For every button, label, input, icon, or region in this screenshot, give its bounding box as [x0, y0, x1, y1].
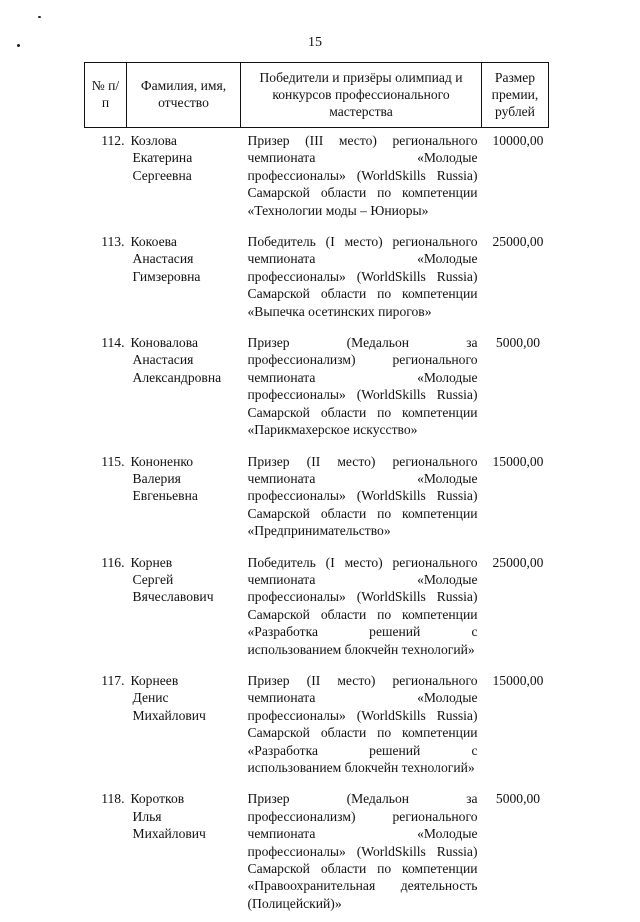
award-description: Призер (Медальон за профессионализм) регионального чемпионата «Молодые профессионалы» (WorldSkills Russia) Самарской области по компетенции «Парикмахерское искусство» — [247, 335, 478, 438]
first-name: Денис — [132, 690, 169, 706]
first-name: Анастасия — [132, 251, 194, 267]
header-prize: Размер премии, рублей — [482, 63, 549, 128]
patronymic: Сергеевна — [132, 167, 192, 183]
prize-amount: 5000,00 — [495, 335, 541, 351]
prize-amount: 10000,00 — [492, 133, 544, 148]
person-name — [127, 330, 241, 448]
person-name — [127, 668, 241, 786]
first-name: Сергей — [132, 571, 174, 587]
award-description: Призер (III место) регионального чемпионата «Молодые профессионалы» (WorldSkills Russia) Самарской области по компетенции «Технологии моды – Юниоры» — [247, 133, 478, 218]
first-name: Екатерина — [132, 150, 193, 166]
first-name: Анастасия — [132, 352, 194, 368]
surname: Кононенко — [130, 453, 194, 469]
row-number: 113. — [101, 234, 125, 250]
header-name: Фамилия, имя, отчество — [127, 63, 241, 128]
person-name — [127, 786, 241, 922]
surname: Козлова — [130, 133, 177, 148]
row-number: 112. — [101, 133, 125, 148]
row-number: 118. — [101, 791, 125, 807]
patronymic: Гимзеровна — [132, 268, 201, 284]
prize-amount: 25000,00 — [492, 234, 544, 250]
row-number: 116. — [101, 554, 125, 570]
patronymic: Александровна — [132, 369, 222, 385]
patronymic: Михайлович — [132, 707, 206, 723]
header-number: № п/п — [85, 63, 127, 128]
person-name — [127, 229, 241, 330]
first-name: Илья — [132, 808, 162, 824]
award-description: Призер (Медальон за профессионализм) регионального чемпионата «Молодые профессионалы» (WorldSkills Russia) Самарской области по компетенции «Правоохранительная деятельность (Полицейский)» — [247, 791, 478, 911]
page-number: 15 — [308, 35, 322, 50]
award-description: Победитель (I место) регионального чемпионата «Молодые профессионалы» (WorldSkills Russia) Самарской области по компетенции «Разработка решений с использованием блокчейн технологий» — [247, 554, 478, 657]
person-name — [127, 449, 241, 550]
prize-amount: 5000,00 — [495, 791, 541, 807]
table-row — [85, 786, 549, 922]
award-description: Призер (II место) регионального чемпионата «Молодые профессионалы» (WorldSkills Russia) Самарской области по компетенции «Предпринимательство» — [247, 453, 478, 539]
patronymic: Евгеньевна — [132, 488, 198, 504]
award-description: Призер (II место) регионального чемпионата «Молодые профессионалы» (WorldSkills Russia) Самарской области по компетенции «Разработка решений с использованием блокчейн технологий» — [247, 672, 478, 775]
header-description: Победители и призёры олимпиад и конкурсов профессионального мастерства — [241, 63, 482, 128]
prize-amount: 25000,00 — [492, 554, 544, 570]
row-number: 117. — [101, 672, 125, 688]
surname: Корнев — [130, 554, 173, 570]
person-name — [127, 550, 241, 668]
table-header-row — [85, 63, 549, 128]
table-row — [85, 668, 549, 786]
scan-speck — [38, 16, 41, 18]
first-name: Валерия — [132, 470, 181, 486]
surname: Коновалова — [130, 335, 199, 351]
table-row — [85, 449, 549, 550]
person-name — [127, 128, 241, 230]
awards-table — [84, 62, 549, 922]
table-row — [85, 330, 549, 448]
award-description: Победитель (I место) регионального чемпионата «Молодые профессионалы» (WorldSkills Russia) Самарской области по компетенции «Выпечка осетинских пирогов» — [247, 234, 478, 319]
surname: Коротков — [130, 791, 185, 807]
prize-amount: 15000,00 — [492, 672, 544, 688]
table-row — [85, 128, 549, 230]
table-row — [85, 550, 549, 668]
prize-amount: 15000,00 — [492, 453, 544, 469]
patronymic: Михайлович — [132, 826, 206, 842]
row-number: 115. — [101, 453, 125, 469]
patronymic: Вячеславович — [132, 589, 214, 605]
surname: Кокоева — [130, 234, 177, 250]
row-number: 114. — [101, 335, 125, 351]
surname: Корнеев — [130, 672, 179, 688]
table-row — [85, 229, 549, 330]
